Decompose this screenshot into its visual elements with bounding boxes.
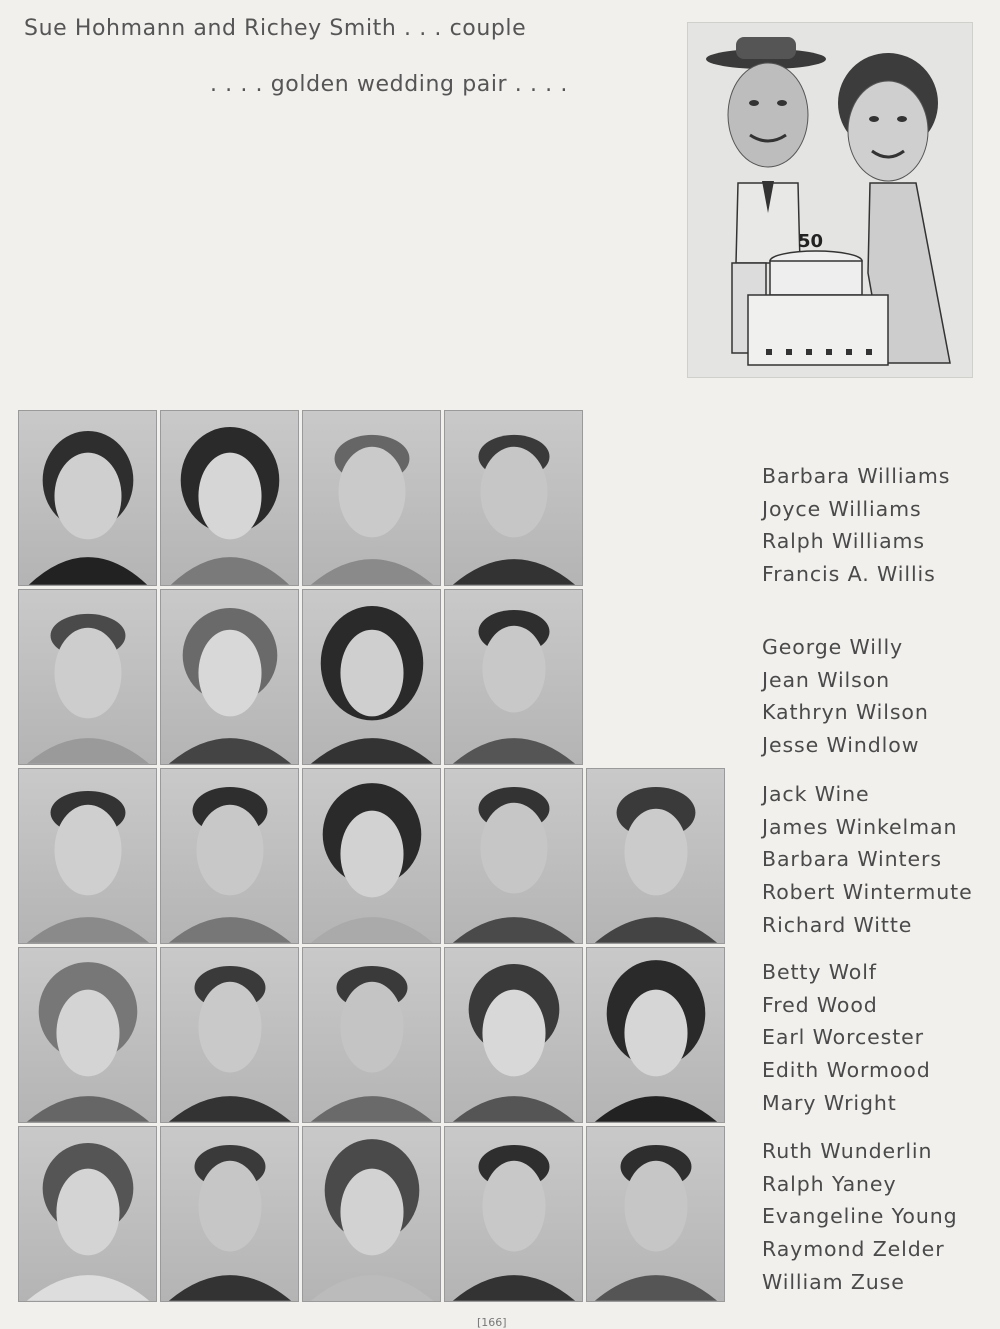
portrait-photo	[586, 1126, 725, 1302]
portrait-photo	[302, 589, 441, 765]
names-group-5	[762, 1135, 958, 1299]
portrait-photo	[444, 410, 583, 586]
names-group-2	[762, 631, 929, 762]
student-name: Fred Wood	[762, 992, 878, 1017]
portrait-photo	[18, 947, 157, 1123]
portrait-photo	[18, 1126, 157, 1302]
portrait-photo	[586, 947, 725, 1123]
student-name: Joyce Williams	[762, 496, 922, 521]
portrait-photo	[444, 768, 583, 944]
portrait-photo	[444, 589, 583, 765]
portrait-photo	[302, 947, 441, 1123]
student-name: Raymond Zelder	[762, 1237, 945, 1262]
portrait-photo	[160, 410, 299, 586]
caption-line-1: Sue Hohmann and Richey Smith . . . couple	[24, 16, 527, 41]
student-name: James Winkelman	[762, 814, 958, 839]
portrait-photo	[586, 768, 725, 944]
portrait-photo	[160, 589, 299, 765]
caption-line-2: . . . . golden wedding pair . . . .	[210, 72, 568, 97]
student-name: Earl Worcester	[762, 1025, 924, 1050]
student-name: Ralph Yaney	[762, 1171, 897, 1196]
portrait-photo	[302, 410, 441, 586]
student-name: Jean Wilson	[762, 667, 891, 692]
page-number: [166]	[477, 1316, 507, 1329]
cake-number: 50	[798, 231, 824, 252]
student-name: Kathryn Wilson	[762, 700, 929, 725]
portrait-photo	[18, 410, 157, 586]
student-name: Ruth Wunderlin	[762, 1139, 933, 1163]
portrait-photo	[160, 768, 299, 944]
student-name: Ralph Williams	[762, 529, 925, 554]
student-name: Evangeline Young	[762, 1204, 958, 1229]
portrait-photo	[302, 768, 441, 944]
portrait-photo	[444, 947, 583, 1123]
student-name: Richard Witte	[762, 912, 913, 937]
student-name: Betty Wolf	[762, 960, 877, 984]
portrait-photo	[302, 1126, 441, 1302]
student-name: William Zuse	[762, 1269, 905, 1294]
portrait-photo	[444, 1126, 583, 1302]
names-group-4	[762, 956, 931, 1120]
student-name: Barbara Winters	[762, 847, 942, 872]
student-name: Mary Wright	[762, 1090, 897, 1115]
student-name: Robert Wintermute	[762, 880, 973, 905]
portrait-photo	[160, 947, 299, 1123]
names-group-1	[762, 460, 950, 591]
portrait-photo	[18, 768, 157, 944]
student-name: Jesse Windlow	[762, 733, 920, 758]
portrait-photo	[18, 589, 157, 765]
portrait-photo	[160, 1126, 299, 1302]
student-name: George Willy	[762, 635, 904, 659]
student-name: Edith Wormood	[762, 1058, 931, 1083]
student-name: Francis A. Willis	[762, 562, 936, 587]
names-group-3	[762, 778, 973, 942]
student-name: Barbara Williams	[762, 464, 951, 488]
student-name: Jack Wine	[762, 782, 870, 806]
couple-cartoon-photo	[687, 22, 973, 378]
